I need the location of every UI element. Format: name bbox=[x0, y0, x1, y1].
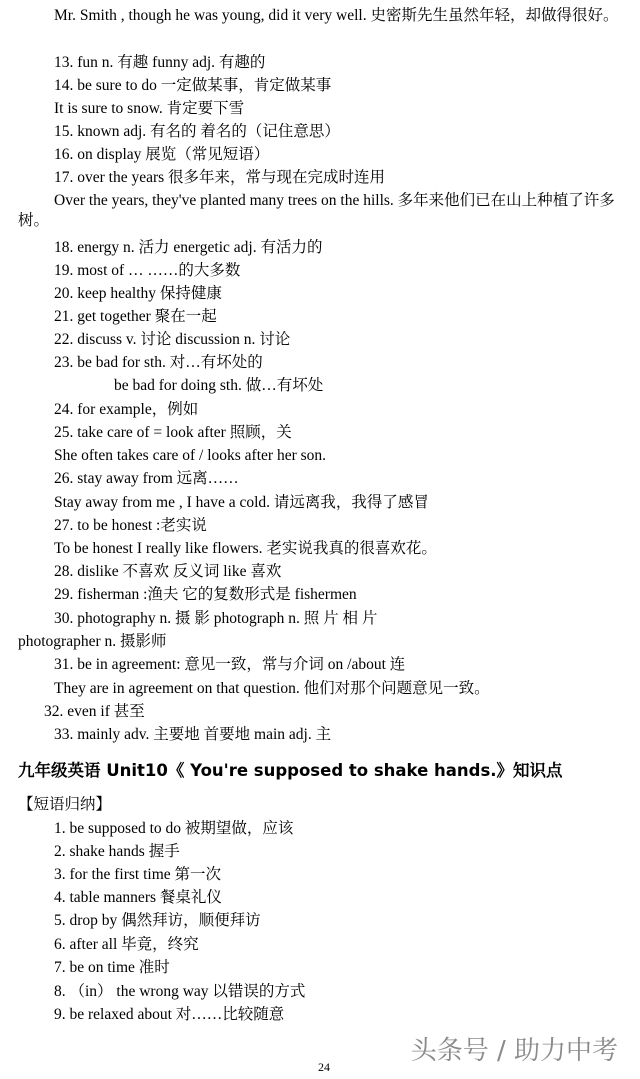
section-label: 【短语归纳】 bbox=[18, 796, 112, 813]
text-line: Stay away from me , I have a cold. 请远离我，我得了感冒 bbox=[54, 494, 429, 511]
text-line: 28. dislike 不喜欢 反义词 like 喜欢 bbox=[54, 563, 282, 580]
text-line: 15. known adj. 有名的 着名的（记住意思） bbox=[54, 123, 340, 140]
text-line: 18. energy n. 活力 energetic adj. 有活力的 bbox=[54, 239, 323, 256]
text-line: 31. be in agreement: 意见一致，常与介词 on /about 连 bbox=[54, 656, 406, 673]
text-line: 23. be bad for sth. 对…有坏处的 bbox=[54, 354, 263, 371]
text-line: 26. stay away from 远离…… bbox=[54, 470, 239, 487]
text-line: 14. be sure to do 一定做某事，肯定做某事 bbox=[54, 77, 332, 94]
text-line: To be honest I really like flowers. 老实说我真的很喜欢花。 bbox=[54, 540, 437, 557]
text-line: 20. keep healthy 保持健康 bbox=[54, 285, 222, 302]
text-line: 25. take care of = look after 照顾，关 bbox=[54, 424, 292, 441]
list-item: 4. table manners 餐桌礼仪 bbox=[54, 889, 222, 906]
list-item: 1. be supposed to do 被期望做，应该 bbox=[54, 820, 294, 837]
text-line: 16. on display 展览（常见短语） bbox=[54, 146, 270, 163]
text-line: 24. for example，例如 bbox=[54, 401, 199, 418]
text-line: photographer n. 摄影师 bbox=[18, 633, 167, 650]
list-item: 8. （in） the wrong way 以错误的方式 bbox=[54, 983, 306, 1000]
list-item: 7. be on time 准时 bbox=[54, 959, 170, 976]
list-item: 9. be relaxed about 对……比较随意 bbox=[54, 1006, 285, 1023]
text-line: 17. over the years 很多年来，常与现在完成时连用 bbox=[54, 169, 386, 186]
text-line: 19. most of … ……的大多数 bbox=[54, 262, 241, 279]
list-item: 5. drop by 偶然拜访，顺便拜访 bbox=[54, 912, 261, 929]
list-item: 6. after all 毕竟，终究 bbox=[54, 936, 199, 953]
text-line: 33. mainly adv. 主要地 首要地 main adj. 主 bbox=[54, 726, 332, 743]
text-line: Mr. Smith , though he was young, did it very well. 史密斯先生虽然年轻，却做得很好。 bbox=[54, 7, 619, 24]
text-line: She often takes care of / looks after her son. bbox=[54, 447, 327, 464]
text-line: 22. discuss v. 讨论 discussion n. 讨论 bbox=[54, 331, 291, 348]
list-item: 3. for the first time 第一次 bbox=[54, 866, 222, 883]
section-heading: 九年级英语 Unit10《 You're supposed to shake hands.》知识点 bbox=[18, 761, 563, 780]
page-number: 24 bbox=[318, 1060, 330, 1074]
text-line: 13. fun n. 有趣 funny adj. 有趣的 bbox=[54, 54, 266, 71]
text-line: Over the years, they've planted many trees on the hills. 多年来他们已在山上种植了许多树。 bbox=[18, 192, 615, 229]
watermark: 头条号 / 助力中考 bbox=[410, 1036, 618, 1066]
list-item: 2. shake hands 握手 bbox=[54, 843, 180, 860]
text-line: 30. photography n. 摄 影 photograph n. 照 片 相 片 bbox=[54, 610, 378, 627]
text-line: They are in agreement on that question. 他们对那个问题意见一致。 bbox=[54, 680, 490, 697]
text-line: 27. to be honest :老实说 bbox=[54, 517, 207, 534]
text-line: 32. even if 甚至 bbox=[44, 703, 145, 720]
text-line: It is sure to snow. 肯定要下雪 bbox=[54, 100, 245, 117]
text-line: 21. get together 聚在一起 bbox=[54, 308, 217, 325]
text-line: 29. fisherman :渔夫 它的复数形式是 fishermen bbox=[54, 586, 357, 603]
text-line: be bad for doing sth. 做…有坏处 bbox=[114, 377, 324, 394]
